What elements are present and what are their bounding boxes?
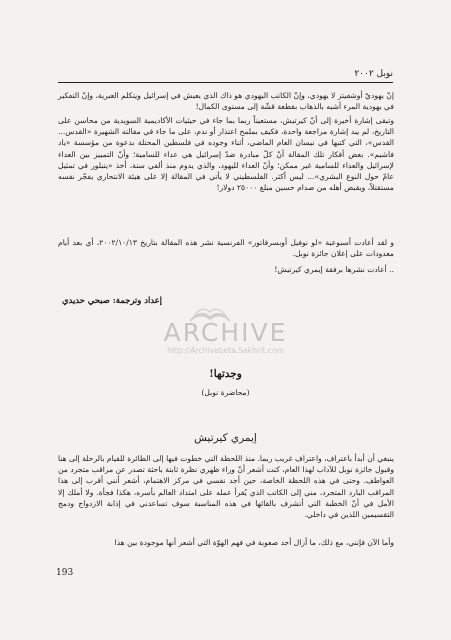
section-subtitle: (محاضرة نوبل) [201, 388, 250, 397]
watermark-url: http://Archivebeta.Sakhrit.com [167, 346, 284, 355]
paragraph-4: .. أعادت نشرها برفقة إيمري كيرتيش! [274, 265, 394, 274]
running-header [58, 68, 393, 83]
running-title: نوبل ٢٠٠٢ [354, 69, 393, 79]
paragraph-2: وتبقى إشارة أخيرة إلى أنّ كيرتيش، مستعيناً ربما بما جاء في حيثيات الأكاديمية السويدية من محاسن على التاريخ، لم يبد إشارة مراجعة واحدة، فكيف بملمح اعتذار أو ندم، على ما جاء في مقالته الشهيرة «القدس... القدس»، التي كتبها في نيسان العام الماضي، أثناء وجوده في فلسطين المحتلة بدعوة من مؤسسة «ياد فاشيم». بعض أفكار تلك المقالة أنّ كلّ مبادرة ضدّ إسرائيل هي عداء للسامية؛ وأنّ التمييز بين العداء لإسرائيل والعداء للسامية غير ممكن؛ وأنّ العداء لليهود، والذي يدوم منذ ألفي سنة، أخذ «يتبلور في تمثيل عامّ حول النوع البشري»... ليس أكثر. الفلسطيني لا يأتي في المقالة إلا على هيئة الانتحاري يفجّر نفسه مستقتلاً، ويقبض أهله من صدام حسين مبلغ ٢٥٠٠٠ دولار! [58, 116, 394, 193]
author-name: إيمري كيرتيش [194, 432, 257, 444]
watermark-text: ARCHIVE [163, 318, 288, 347]
paragraph-5: ينبغي أن أبدأ باعتراف، واعتراف غريب ربما. منذ اللحظة التي خطوت فيها إلى الطائرة للقيام بالرحلة إلى هنا وقبول جائزة نوبل للآداب لهذا العام، كنت أشعر أنّ وراء ظهري نظرة ثابتة باحثة تصدر عن مراقب متجرد من العواطف. وحتى في هذه اللحظة الخاصة، حين أجد نفسي في مركز الاهتمام، أشعر أنني أقرب إلى هذا المراقب البارد المتجرد، مني إلى الكاتب الذي يُقرأ عمله على امتداد العالم بأسره، هكذا فجأة. ولا أملك إلا الأمل في أنّ الخطبة التي أتشرف بالقائها في هذه المناسبة سوف تساعدني في إذابة الازدواج ودمج التقسيمين اللذين في داخلي. [58, 454, 394, 520]
paragraph-1: إنّ يهوديّ أوشفيتز لا يهودي، وإنّ الكاتب اليهودي هو ذاك الذي يعيش في إسرائيل ويتكلم العبرية، وإنّ التفكير في يهودية المرء أشبه بالذهاب بقطعة قشّة إلى مستوى الكمال! [58, 91, 394, 112]
paragraph-6: وأما الآن فإنني، مع ذلك، ما أزال أجد صعوبة في فهم الهوّة التي أشعر أنها موجودة بين هذا [114, 538, 394, 547]
page-number: 193 [56, 568, 74, 578]
translator-credit: إعداد وترجمة: صبحي حديدي [62, 295, 163, 305]
paragraph-3: و لقد أعادت أسبوعية «لو نوفيل أوبسرفاتور» الفرنسية نشر هذه المقالة بتاريخ ٢٠٠٢/١٠/١٣، أي بعد أيام معدودات على إعلان جائزة نوبل. [58, 238, 394, 259]
section-title: وجدتها! [209, 368, 242, 380]
